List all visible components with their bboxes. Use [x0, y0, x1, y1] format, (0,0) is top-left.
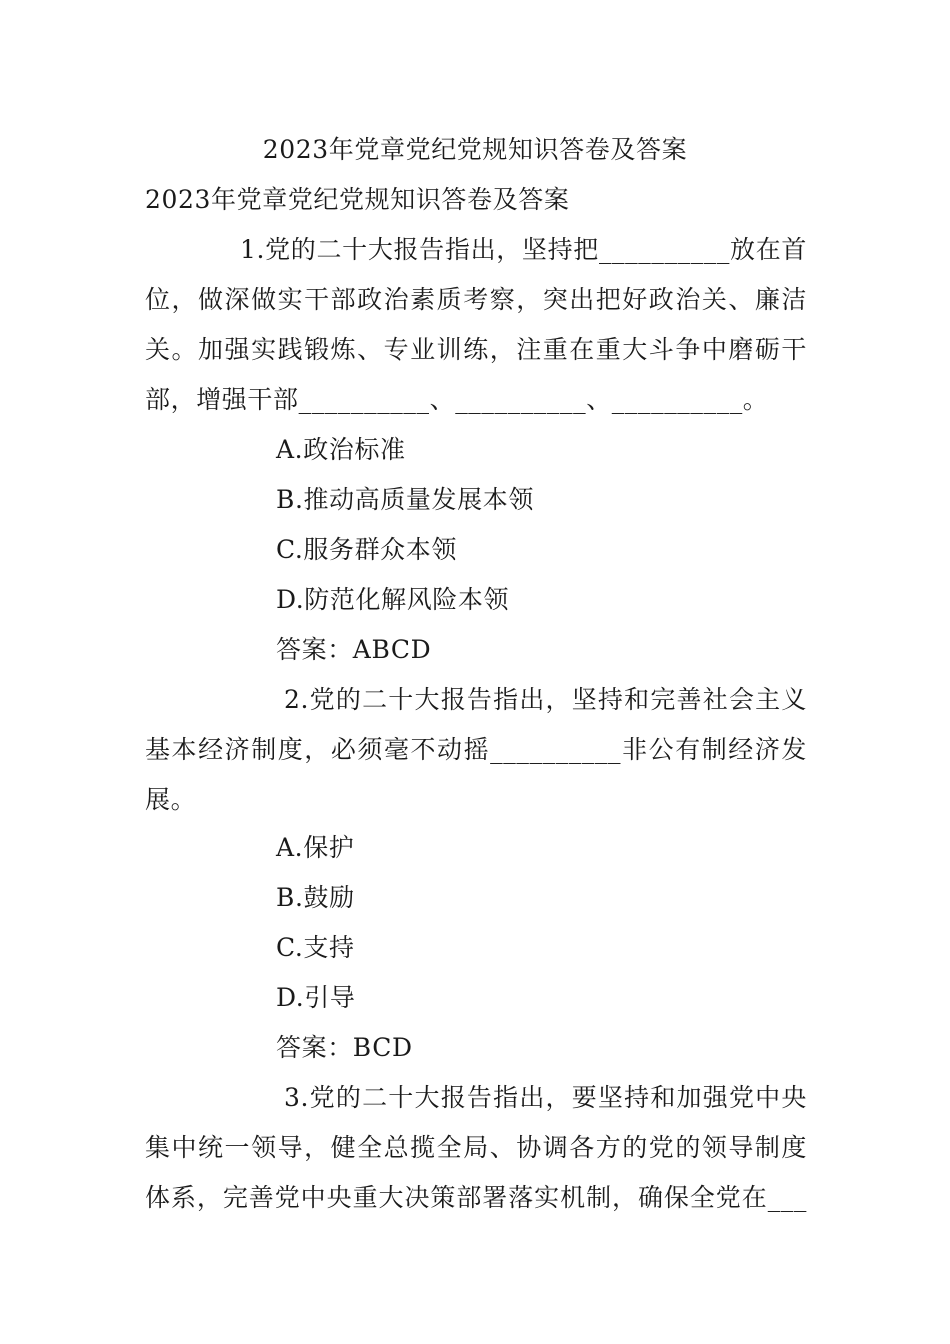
question-text-line: 1.党的二十大报告指出，坚持把__________放在首 — [240, 235, 807, 264]
question-text-line: 体系，完善党中央重大决策部署落实机制，确保全党在___ — [145, 1183, 807, 1212]
question-text-line: 2.党的二十大报告指出，坚持和完善社会主义 — [284, 685, 807, 714]
option-a: A.保护 — [276, 833, 355, 862]
option-c: C.支持 — [276, 933, 355, 962]
question-text-line: 关。加强实践锻炼、专业训练，注重在重大斗争中磨砺干 — [145, 335, 807, 364]
question-text-line: 3.党的二十大报告指出，要坚持和加强党中央 — [284, 1083, 807, 1112]
option-b: B.鼓励 — [276, 883, 355, 912]
option-b: B.推动高质量发展本领 — [276, 485, 534, 514]
question-text-line: 展。 — [145, 785, 197, 814]
question-text-line: 集中统一领导，健全总揽全局、协调各方的党的领导制度 — [145, 1133, 807, 1162]
question-text-line: 基本经济制度，必须毫不动摇__________非公有制经济发 — [145, 735, 807, 764]
option-d: D.引导 — [276, 983, 356, 1012]
option-d: D.防范化解风险本领 — [276, 585, 510, 614]
question-text-line: 部，增强干部__________、__________、__________。 — [145, 385, 769, 414]
option-c: C.服务群众本领 — [276, 535, 457, 564]
answer: 答案：BCD — [276, 1033, 413, 1062]
option-a: A.政治标准 — [276, 435, 406, 464]
answer: 答案：ABCD — [276, 635, 432, 664]
page-title: 2023年党章党纪党规知识答卷及答案 — [262, 135, 688, 164]
document-subtitle: 2023年党章党纪党规知识答卷及答案 — [145, 185, 570, 214]
question-text-line: 位，做深做实干部政治素质考察，突出把好政治关、廉洁 — [145, 285, 807, 314]
